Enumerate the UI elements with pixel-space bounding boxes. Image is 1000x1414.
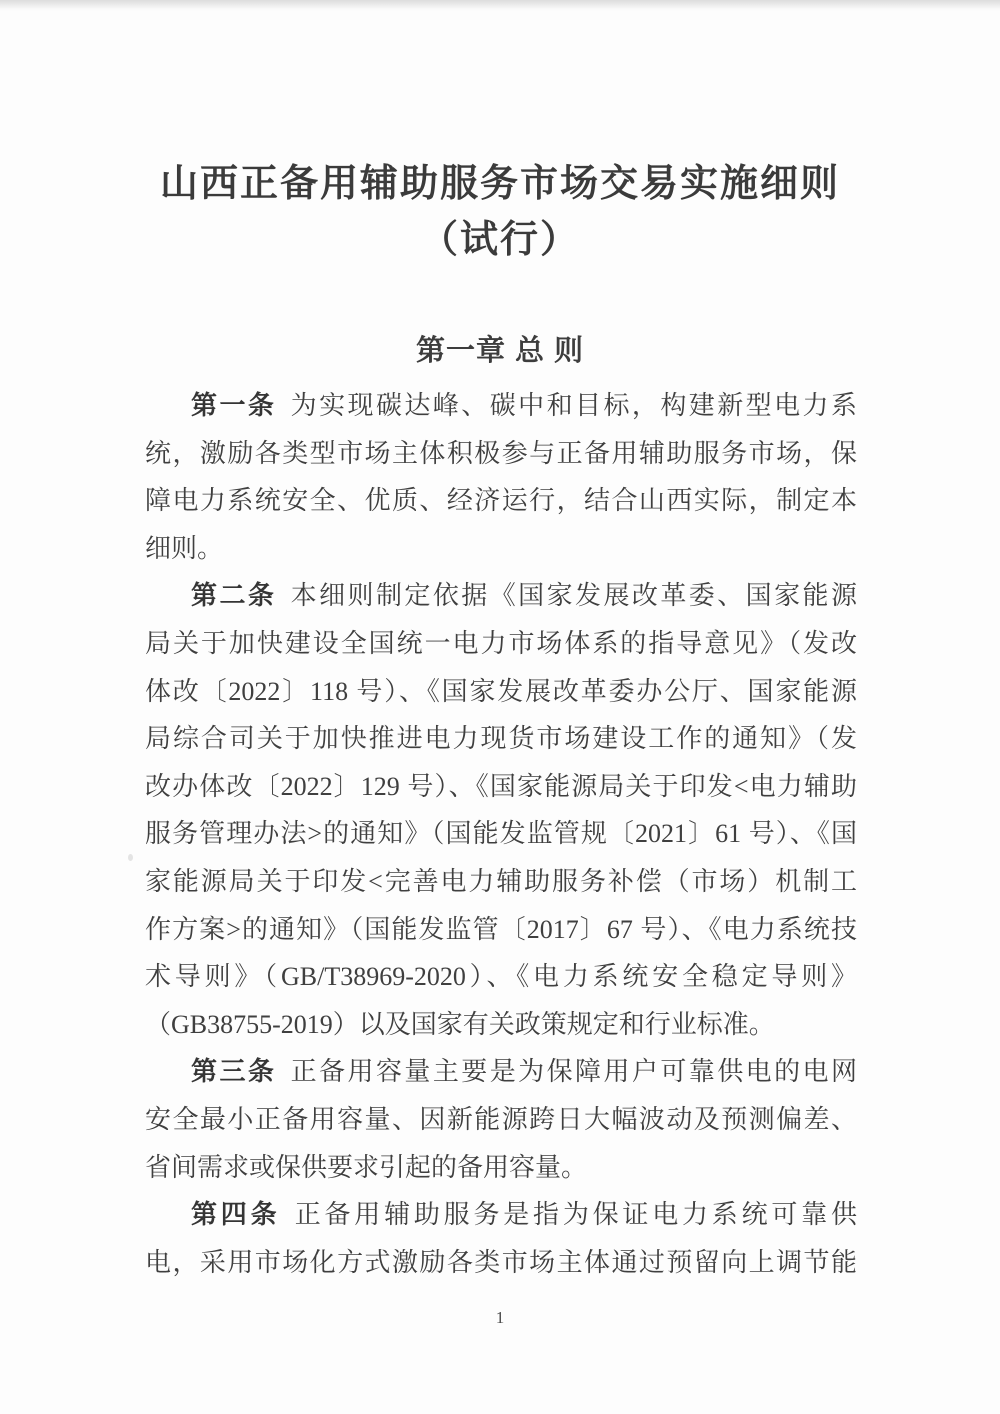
body-line: 第一条 为实现碳达峰、碳中和目标，构建新型电力系 xyxy=(191,391,857,420)
body-line: 细则。 xyxy=(145,533,224,563)
body-line: 作方案>的通知》（国能发监管〔2017〕67 号）、《电力系统技 xyxy=(145,914,857,944)
body-line: 障电力系统安全、优质、经济运行，结合山西实际，制定本 xyxy=(145,486,857,516)
document-body xyxy=(145,382,857,1286)
body-line: 局关于加快建设全国统一电力市场体系的指导意见》（发改 xyxy=(145,628,857,658)
document-title xyxy=(0,156,1000,268)
article-number: 第二条 xyxy=(191,581,277,611)
body-line: 电，采用市场化方式激励各类市场主体通过预留向上调节能 xyxy=(145,1247,857,1277)
body-line: 统，激励各类型市场主体积极参与正备用辅助服务市场，保 xyxy=(145,438,857,468)
body-line: 局综合司关于加快推进电力现货市场建设工作的通知》（发 xyxy=(145,724,857,754)
body-line: 第二条 本细则制定依据《国家发展改革委、国家能源 xyxy=(191,581,857,611)
page-number: 1 xyxy=(495,1308,505,1327)
scan-artifact-smudge xyxy=(128,854,133,861)
body-line: 服务管理办法>的通知》（国能发监管规〔2021〕61 号）、《国 xyxy=(145,819,857,849)
body-line: 体改〔2022〕118 号）、《国家发展改革委办公厅、国家能源 xyxy=(145,676,857,706)
body-line: 术导则》（GB/T38969-2020）、《电力系统安全稳定导则》 xyxy=(145,962,857,992)
body-line: 省间需求或保供要求引起的备用容量。 xyxy=(145,1152,588,1182)
article-number: 第三条 xyxy=(191,1057,277,1087)
body-line: 改办体改〔2022〕129 号）、《国家能源局关于印发<电力辅助 xyxy=(145,771,857,801)
article-number: 第四条 xyxy=(191,1200,281,1230)
document-title-line1: 山西正备用辅助服务市场交易实施细则 xyxy=(159,163,840,205)
body-line: （GB38755-2019）以及国家有关政策规定和行业标准。 xyxy=(145,1009,775,1039)
body-line: 安全最小正备用容量、因新能源跨日大幅波动及预测偏差、 xyxy=(145,1104,857,1134)
scan-artifact-top-band xyxy=(0,0,1000,11)
body-line: 第三条 正备用容量主要是为保障用户可靠供电的电网 xyxy=(191,1057,857,1087)
body-line: 家能源局关于印发<完善电力辅助服务补偿（市场）机制工 xyxy=(145,866,857,896)
article-number: 第一条 xyxy=(191,391,277,420)
body-line: 第四条 正备用辅助服务是指为保证电力系统可靠供 xyxy=(191,1200,857,1230)
document-title-line2: （试行） xyxy=(419,219,580,261)
chapter-heading: 第一章 总 则 xyxy=(415,335,585,367)
